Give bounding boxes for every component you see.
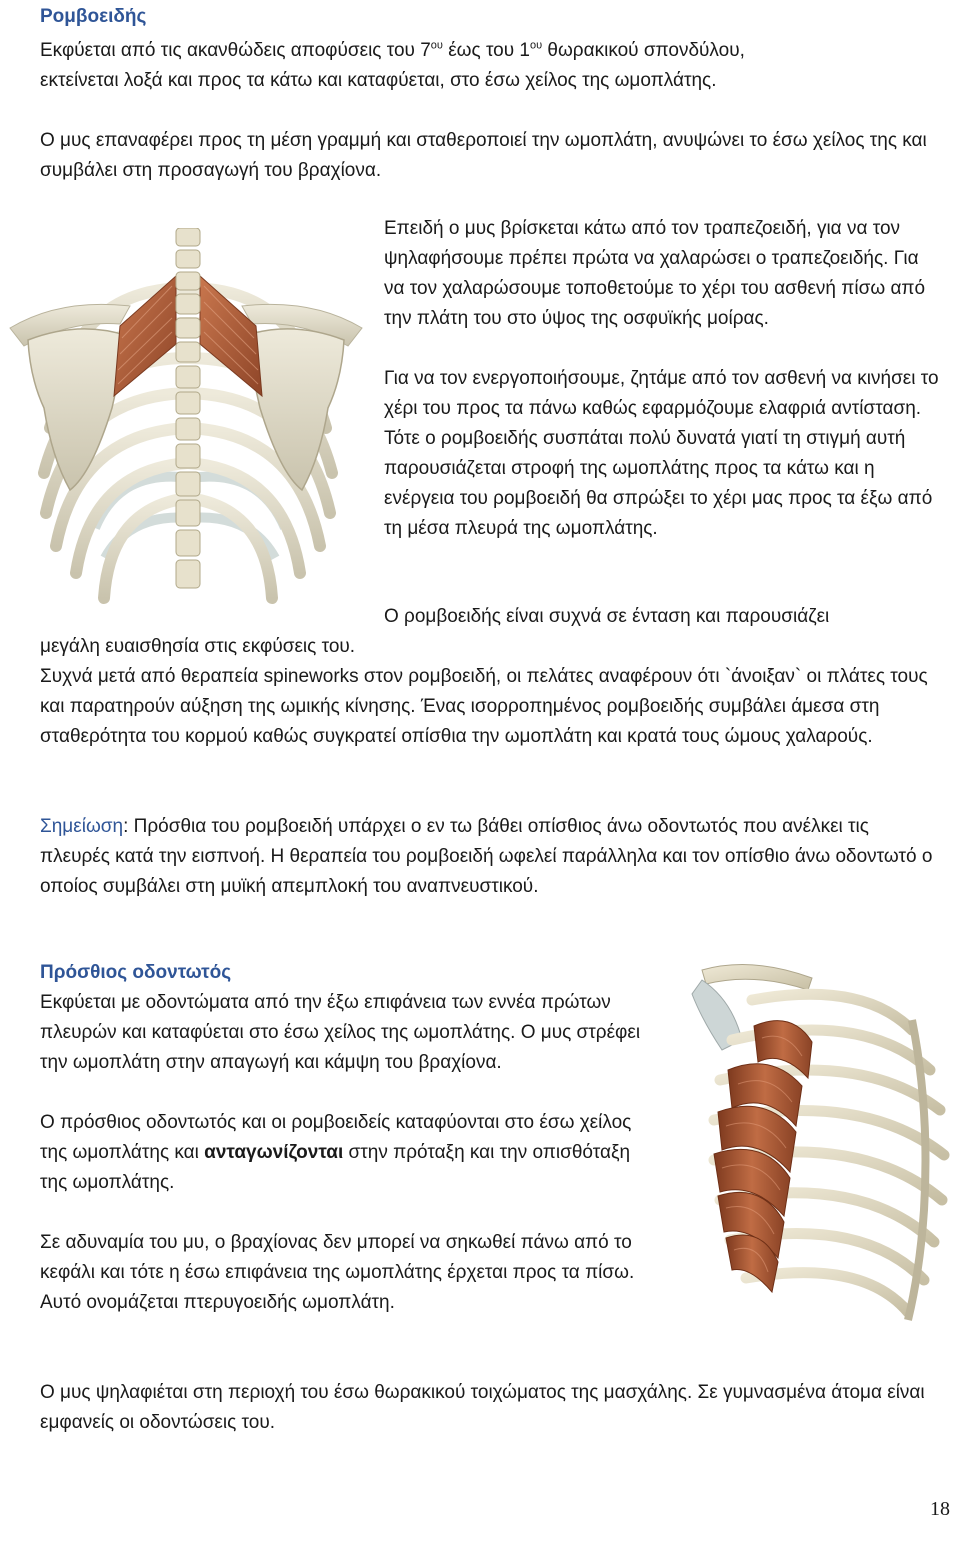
rhomboid-tension-line2: μεγάλη ευαισθησία στις εκφύσεις του. [40, 636, 356, 657]
section-heading-rhomboid: Ρομβοειδής [40, 6, 147, 27]
rhomboid-action-paragraph: Ο μυς επαναφέρει προς τη μέση γραμμή και σταθεροποιεί την ωμοπλάτη, ανυψώνει το έσω χείλος της και συμβάλει στη προσαγωγή του βραχίονα. [40, 130, 927, 181]
page-number: 18 [930, 1498, 950, 1520]
rhomboid-anatomy-image [0, 228, 372, 610]
antag-text-b: στην πρόταξη και την οπισθόταξη της ωμοπλάτης. [40, 1142, 631, 1193]
rhomboid-palpation-paragraph: Επειδή ο μυς βρίσκεται κάτω από τον τραπεζοειδή, για να τον ψηλαφήσουμε πρέπει πρώτα να χαλαρώσει ο τραπεζοειδής. Για να τον χαλαρώσουμε τοποθετούμε το χέρι του ασθενή πίσω από την πλάτη του στο ύψος της οσφυϊκής μοίρας. [384, 218, 926, 329]
rhomboid-origin-line1 [40, 36, 940, 66]
antag-bold-word: ανταγωνίζονται [204, 1142, 344, 1163]
origin-text-c: θωρακικού σπονδύλου, [542, 40, 745, 61]
note-label: Σημείωση [40, 816, 124, 837]
origin-text-b: έως του 1 [442, 40, 530, 61]
superscript-ou: ου [430, 39, 443, 52]
rhomboid-therapy-paragraph: Συχνά μετά από θεραπεία spineworks στον ρομβοειδή, οι πελάτες αναφέρουν ότι `άνοιξαν` οι πλάτες τους και παρατηρούν αύξηση της ωμικής κίνησης. Ένας ισορροπημένος ρομβοειδής συμβάλει άμεσα στη σταθερότητα του κορμού καθώς συγκρατεί οπίσθια την ωμοπλάτη και κρατά τους ώμους χαλαρούς. [40, 666, 928, 747]
serratus-palpation-paragraph: Ο μυς ψηλαφιέται στη περιοχή του έσω θωρακικού τοιχώματος της μασχάλης. Σε γυμνασμένα άτομα είναι εμφανείς οι οδοντώσεις του. [40, 1382, 925, 1433]
section-heading-serratus: Πρόσθιος οδοντωτός [40, 962, 232, 983]
serratus-anatomy-image [662, 960, 950, 1332]
serratus-antagonism-paragraph [40, 1108, 652, 1198]
rhomboid-origin-line2: εκτείνεται λοξά και προς τα κάτω και καταφύεται, στο έσω χείλος της ωμοπλάτης. [40, 70, 717, 91]
rhomboid-tension-line1: Ο ρομβοειδής είναι συχνά σε ένταση και παρουσιάζει [384, 606, 830, 627]
note-text: : Πρόσθια του ρομβοειδή υπάρχει ο εν τω βάθει οπίσθιος άνω οδοντωτός που ανέλκει τις πλευρές κατά την εισπνοή. Η θεραπεία του ρομβοειδή ωφελεί παράλληλα και τον οπίσθιο άνω οδοντωτό ο οποίος συμβάλει στη μυϊκή απεμπλοκή του αναπνευστικού. [40, 816, 933, 897]
rhomboid-note-paragraph [40, 812, 940, 902]
antag-text-a: Ο πρόσθιος οδοντωτός και οι ρομβοειδείς καταφύονται στο έσω χείλος της ωμοπλάτης και [40, 1112, 632, 1163]
superscript-ou: ου [529, 39, 543, 52]
serratus-origin-paragraph: Εκφύεται με οδοντώματα από την έξω επιφάνεια των εννέα πρώτων πλευρών και καταφύεται στο έσω χείλος της ωμοπλάτης. Ο μυς στρέφει την ωμοπλάτη στην απαγωγή και κάμψη του βραχίονα. [40, 992, 641, 1073]
origin-text-a: Εκφύεται από τις ακανθώδεις αποφύσεις του 7 [40, 40, 431, 61]
serratus-weakness-paragraph: Σε αδυναμία του μυ, ο βραχίονας δεν μπορεί να σηκωθεί πάνω από το κεφάλι και τότε η έσω επιφάνεια της ωμοπλάτης έρχεται προς τα πίσω. Αυτό ονομάζεται πτερυγοειδής ωμοπλάτη. [40, 1232, 635, 1313]
rhomboid-activation-paragraph: Για να τον ενεργοποιήσουμε, ζητάμε από τον ασθενή να κινήσει το χέρι του προς τα πάνω καθώς εφαρμόζουμε ελαφριά αντίσταση. Τότε ο ρομβοειδής συσπάται πολύ δυνατά γιατί τη στιγμή αυτή παρουσιάζεται στροφή της ωμοπλάτης προς τα κάτω και η ενέργεια του ρομβοειδή θα σπρώξει το χέρι μας προς τα έξω από τη μέσα πλευρά της ωμοπλάτης. [384, 368, 939, 539]
